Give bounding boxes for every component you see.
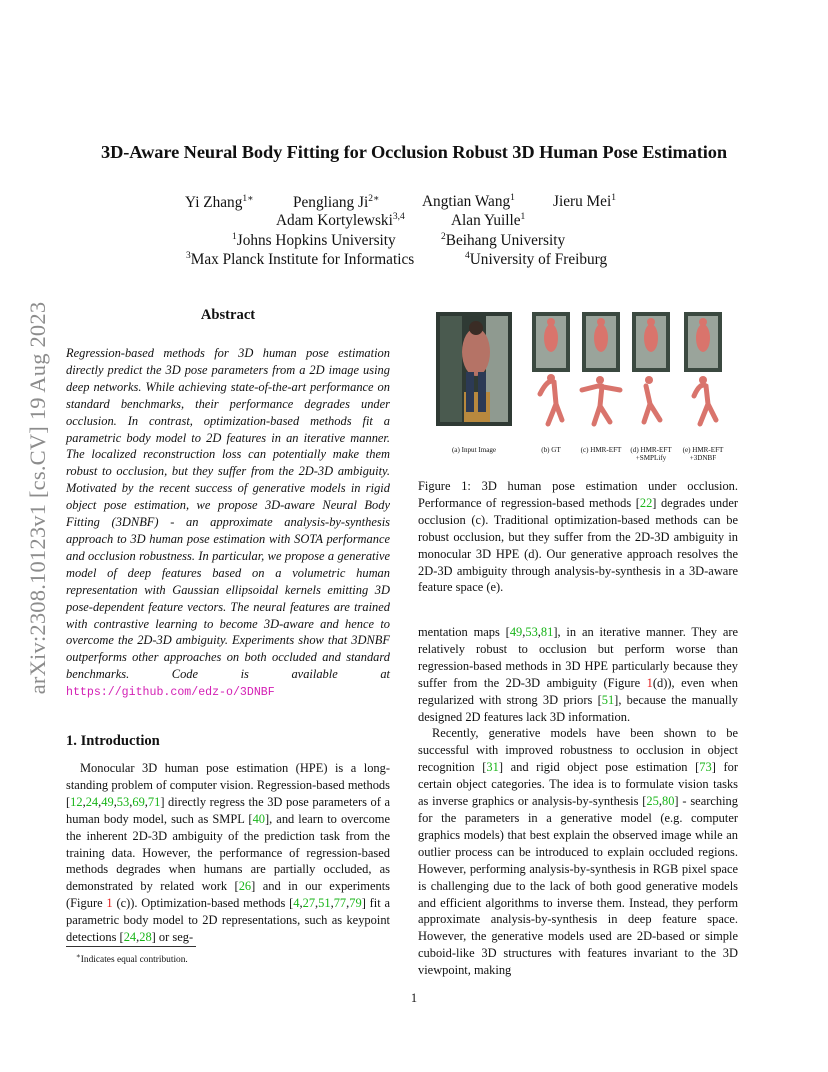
panel-label-d: (d) HMR-EFT +SMPLify (630, 446, 672, 463)
affiliation-2: $^2$Beihang University (441, 232, 566, 249)
citation[interactable]: 22 (639, 495, 653, 510)
panel-label-e: (e) HMR-EFT +3DNBF (682, 446, 724, 463)
hmr-eft-panel (582, 312, 620, 424)
affiliation-3: $^3$Max Planck Institute for Informatics (186, 251, 415, 268)
citation[interactable]: 69 (132, 794, 145, 809)
citation[interactable]: 31 (486, 760, 499, 775)
citation[interactable]: 71 (147, 794, 161, 809)
affiliation-1: $^1$Johns Hopkins University (232, 232, 396, 249)
panel-label-a: (a) Input Image (451, 446, 497, 454)
citation[interactable]: 80 (661, 794, 675, 809)
citation[interactable]: 25 (646, 794, 659, 809)
footnote-rule (66, 946, 196, 947)
affiliation-4: $^4$University of Freiburg (465, 251, 608, 268)
citation[interactable]: 73 (699, 760, 712, 775)
hmr-eft-smplify-panel (632, 312, 670, 422)
hmr-eft-3dnbf-panel (684, 312, 722, 424)
figure-1 (430, 312, 736, 470)
panel-label-b: (b) GT (541, 446, 561, 454)
author-2: Pengliang $Ji^{2∗}$ (293, 194, 380, 211)
citation[interactable]: 53 (116, 794, 130, 809)
author-3: Angtian Wang$^1$ (422, 193, 515, 210)
citation[interactable]: 49 (509, 625, 523, 639)
paper-title: 3D-Aware Neural Body Fitting for Occlusion Robust 3D Human Pose Estimation (100, 142, 728, 162)
author-4: Jieru Mei$^1$ (553, 193, 616, 210)
author-5: Adam Kortylewski$^{3,4}$ (276, 212, 405, 229)
citation[interactable]: 81 (540, 625, 554, 639)
intro-paragraph: Monocular 3D human pose estimation (HPE) is a long-standing problem of computer vision. Regression-based methods [12,24,49,53,69,71] directly regress the 3D pose parameters of a human body model, such as SMPL [40], and learn to overcome the inherent 2D-3D ambiguity of the prediction task from the training data. However, the performance of regression-based methods degrades when humans are partially occluded, as demonstrated by related work [26] and in our experiments (Figure 1 (c)). Optimization-based methods [4,27,51,77,79] fit a parametric body model to 2D representations, such as keypoint detections [24,28] or seg- (66, 761, 391, 945)
footnote: ∗Indicates equal contribution. (76, 952, 188, 966)
citation[interactable]: 49 (101, 794, 114, 809)
citation[interactable]: 79 (349, 896, 362, 911)
abstract-text: Regression-based methods for 3D human pose estimation directly predict the 3D pose parameters from a 2D image using deep networks. While achieving state-of-the-art performance on standard benchmarks, their performance degrades under occlusion. In contrast, optimization-based methods fit a parametric body model to 2D features in an iterative manner. The localized reconstruction loss can potentially make them robust to occlusion, but they suffer from the 2D-3D ambiguity. Motivated by the recent success of generative models in rigid object pose estimation, we propose 3D-aware Neural Body Fitting (3DNBF) - an approximate analysis-by-synthesis approach to 3D human pose estimation with SOTA performance and occlusion robustness. In particular, we propose a generative model of deep features based on a volumetric human representation with Gaussian ellipsoidal kernels emitting 3D pose-dependent feature vectors. The neural features are trained with contrastive learning to become 3D-aware and hence to overcome the 2D-3D ambiguity. Experiments show that 3DNBF outperforms other approaches on both occluded and standard benchmarks. Code is available at (66, 346, 390, 682)
author-1: Yi Zhang$^{1∗}$ (185, 194, 254, 211)
arxiv-stamp: arXiv:2308.10123v1 [cs.CV] 19 Aug 2023 (25, 301, 50, 695)
paragraph-1: mentation maps [49,53,81], in an iterative manner. They are relatively robust to occlusion but perform worse than regression-based methods in 3D HPE particularly because they suffer from the 2D-3D ambiguity (Figure 1(d)), even when regularized with strong 3D priors [51], because the manually designed 2D features lack 3D information. (418, 625, 738, 724)
citation[interactable]: 77 (333, 896, 347, 911)
citation[interactable]: 26 (238, 879, 252, 894)
citation[interactable]: 28 (139, 930, 152, 945)
abstract-heading: Abstract (200, 307, 256, 323)
citation[interactable]: 53 (525, 625, 538, 639)
abstract-code-link[interactable]: https://github.com/edz-o/3DNBF (66, 686, 275, 700)
section-heading-introduction: 1. Introduction (66, 733, 160, 749)
citation[interactable]: 4 (293, 896, 300, 911)
gt-panel (532, 312, 570, 424)
author-6: Alan Yuille$^1$ (451, 212, 526, 229)
citation[interactable]: 40 (252, 811, 265, 826)
citation[interactable]: 27 (302, 896, 316, 911)
citation[interactable]: 24 (85, 794, 99, 809)
panel-label-c: (c) HMR-EFT (580, 446, 622, 454)
citation[interactable]: 24 (123, 930, 137, 945)
abstract-body (66, 345, 390, 702)
citation[interactable]: 51 (601, 692, 615, 707)
figure-reference[interactable]: 1 (106, 896, 113, 911)
figure-1-caption: Figure 1: 3D human pose estimation under occlusion. Performance of regression-based methods [22] degrades under occlusion (c). Traditional optimization-based methods can be robust occlusion, but they suffer from the 2D-3D ambiguity in monocular 3D HPE (d). Our generative approach resolves the 2D-3D ambiguity through analysis-by-synthesis in a 3D-aware feature space (e). (418, 479, 738, 595)
paragraph-2: Recently, generative models have been shown to be successful with improved robustness to occlusion in object recognition [31] and rigid object pose estimation [73] for certain object categories. The idea is to formulate vision tasks as inverse graphics or analysis-by-synthesis [25,80] - searching for the parameters in a generative model (e.g. computer graphics models) that best explain the observed image while an outlier process can be introduced to explain occluded regions. However, performing analysis-by-synthesis in RGB pixel space is challenging due to the lack of both good generative models and efficient algorithms to inverse them. Instead, they perform approximate analysis-by-synthesis in deep feature space. However, the generative models used are 2D-based or simple cuboid-like 3D structures with features invariant to the 3D viewpoint, making (418, 726, 738, 978)
right-column-text (418, 624, 738, 979)
page-number: 1 (410, 991, 418, 1005)
citation[interactable]: 12 (70, 794, 83, 809)
input-image-panel (436, 312, 512, 426)
citation[interactable]: 51 (318, 896, 331, 911)
figure-reference[interactable]: 1 (646, 675, 653, 690)
